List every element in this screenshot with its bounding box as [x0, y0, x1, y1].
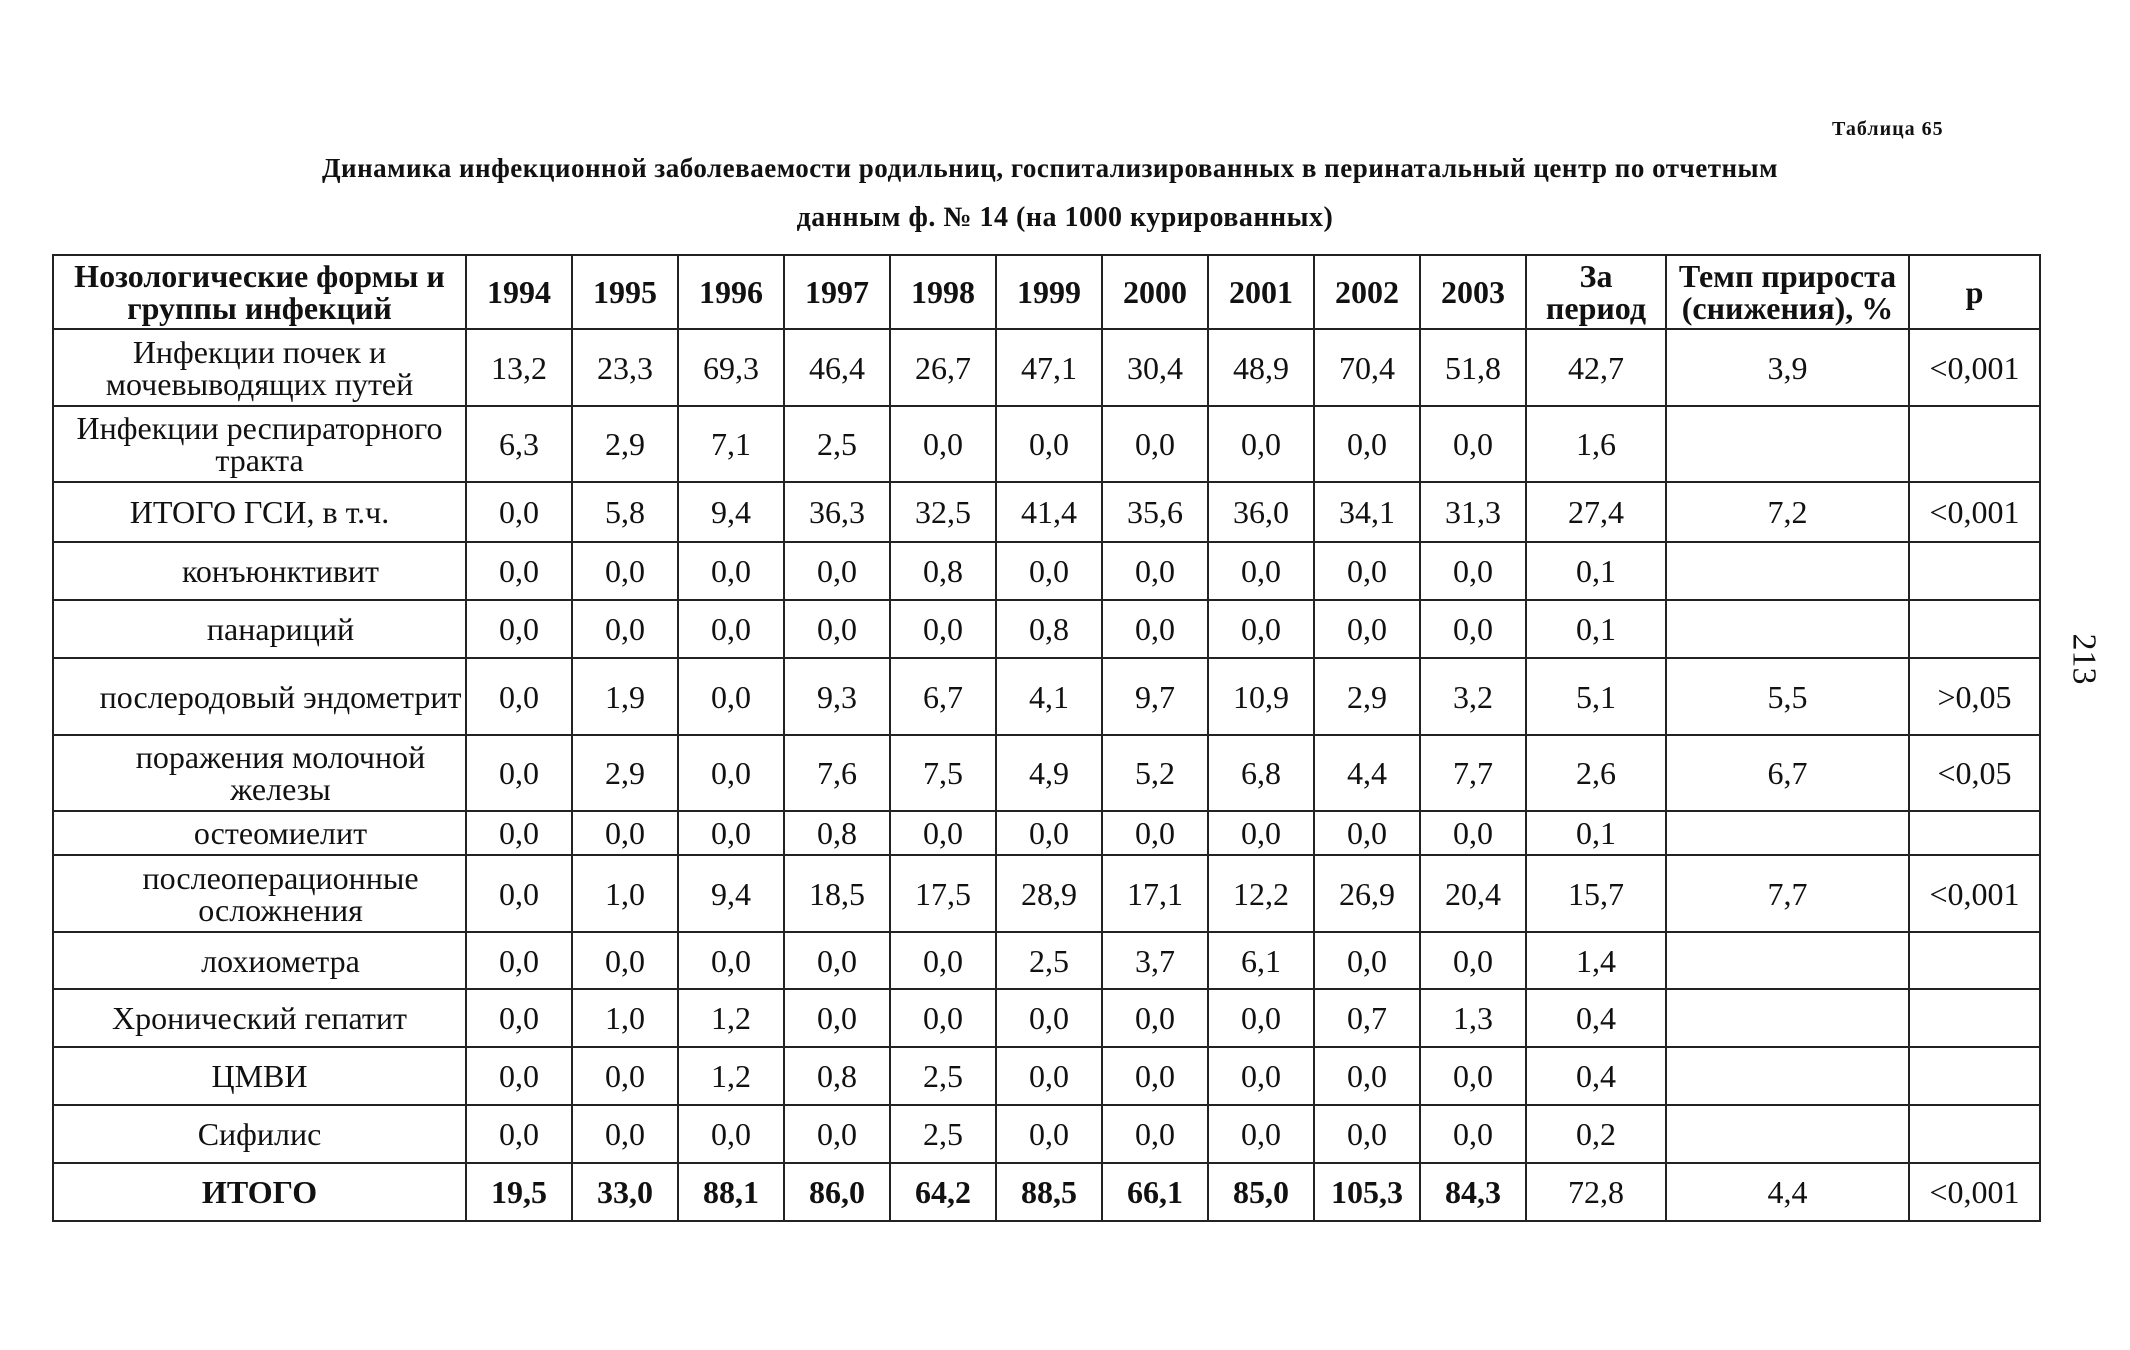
- year-value: 0,0: [1420, 1047, 1526, 1105]
- period-value: 42,7: [1526, 329, 1666, 406]
- period-value: 0,1: [1526, 811, 1666, 855]
- table-row: [53, 932, 2040, 989]
- year-value: 88,1: [678, 1163, 784, 1221]
- year-value: 70,4: [1314, 329, 1420, 406]
- year-value: 0,0: [572, 1105, 678, 1163]
- year-value: 31,3: [1420, 482, 1526, 542]
- year-value: 0,0: [466, 1105, 572, 1163]
- year-value: 23,3: [572, 329, 678, 406]
- year-value: 0,0: [572, 1047, 678, 1105]
- row-name: поражения молочной железы: [53, 735, 466, 811]
- growth-value: 7,2: [1666, 482, 1909, 542]
- p-value: <0,001: [1909, 482, 2040, 542]
- year-value: 7,7: [1420, 735, 1526, 811]
- year-value: 51,8: [1420, 329, 1526, 406]
- year-value: 0,0: [1208, 1105, 1314, 1163]
- growth-value: [1666, 406, 1909, 482]
- year-value: 9,3: [784, 658, 890, 735]
- period-value: 5,1: [1526, 658, 1666, 735]
- year-value: 36,0: [1208, 482, 1314, 542]
- row-name: послеоперационные осложнения: [53, 855, 466, 932]
- year-value: 0,0: [1314, 1105, 1420, 1163]
- p-value: <0,001: [1909, 855, 2040, 932]
- year-value: 1,2: [678, 1047, 784, 1105]
- year-value: 0,0: [1102, 1047, 1208, 1105]
- year-value: 66,1: [1102, 1163, 1208, 1221]
- year-value: 0,0: [678, 600, 784, 658]
- year-value: 0,0: [1102, 989, 1208, 1047]
- year-value: 0,0: [996, 542, 1102, 600]
- growth-value: [1666, 542, 1909, 600]
- year-value: 0,0: [1102, 406, 1208, 482]
- year-value: 10,9: [1208, 658, 1314, 735]
- header-year: 1996: [678, 255, 784, 329]
- header-year: 1998: [890, 255, 996, 329]
- year-value: 0,8: [784, 811, 890, 855]
- year-value: 19,5: [466, 1163, 572, 1221]
- year-value: 0,0: [996, 989, 1102, 1047]
- year-value: 0,0: [466, 542, 572, 600]
- period-value: 27,4: [1526, 482, 1666, 542]
- year-value: 5,8: [572, 482, 678, 542]
- year-value: 0,0: [1102, 1105, 1208, 1163]
- period-value: 0,4: [1526, 1047, 1666, 1105]
- row-name: послеродовый эндометрит: [53, 658, 466, 735]
- year-value: 0,0: [1208, 600, 1314, 658]
- year-value: 0,8: [996, 600, 1102, 658]
- year-value: 13,2: [466, 329, 572, 406]
- year-value: 0,0: [466, 658, 572, 735]
- year-value: 0,0: [466, 1047, 572, 1105]
- year-value: 7,6: [784, 735, 890, 811]
- year-value: 0,0: [466, 989, 572, 1047]
- growth-value: 7,7: [1666, 855, 1909, 932]
- p-value: <0,001: [1909, 329, 2040, 406]
- year-value: 0,0: [996, 1105, 1102, 1163]
- year-value: 86,0: [784, 1163, 890, 1221]
- year-value: 18,5: [784, 855, 890, 932]
- year-value: 3,7: [1102, 932, 1208, 989]
- year-value: 0,0: [1420, 600, 1526, 658]
- header-year: 1999: [996, 255, 1102, 329]
- table-row: [53, 1105, 2040, 1163]
- year-value: 0,0: [466, 811, 572, 855]
- year-value: 5,2: [1102, 735, 1208, 811]
- year-value: 1,0: [572, 855, 678, 932]
- period-value: 1,4: [1526, 932, 1666, 989]
- year-value: 69,3: [678, 329, 784, 406]
- table-row: [53, 989, 2040, 1047]
- year-value: 0,0: [1102, 542, 1208, 600]
- table-row: [53, 1047, 2040, 1105]
- year-value: 9,4: [678, 482, 784, 542]
- year-value: 33,0: [572, 1163, 678, 1221]
- year-value: 0,0: [1208, 542, 1314, 600]
- year-value: 0,0: [890, 932, 996, 989]
- p-value: [1909, 1105, 2040, 1163]
- year-value: 0,0: [1208, 811, 1314, 855]
- row-name: Инфекции почек и мочевыводящих путей: [53, 329, 466, 406]
- year-value: 46,4: [784, 329, 890, 406]
- year-value: 0,8: [890, 542, 996, 600]
- table-row: [53, 1163, 2040, 1221]
- year-value: 0,0: [996, 1047, 1102, 1105]
- p-value: [1909, 1047, 2040, 1105]
- year-value: 105,3: [1314, 1163, 1420, 1221]
- header-year: 2001: [1208, 255, 1314, 329]
- year-value: 2,5: [890, 1047, 996, 1105]
- year-value: 0,0: [678, 658, 784, 735]
- year-value: 64,2: [890, 1163, 996, 1221]
- year-value: 0,0: [1314, 1047, 1420, 1105]
- year-value: 0,0: [678, 811, 784, 855]
- header-year: 1994: [466, 255, 572, 329]
- header-period: За период: [1526, 255, 1666, 329]
- year-value: 0,0: [996, 811, 1102, 855]
- header-growth: Темп прироста (снижения), %: [1666, 255, 1909, 329]
- period-value: 0,1: [1526, 542, 1666, 600]
- year-value: 0,0: [466, 855, 572, 932]
- year-value: 17,5: [890, 855, 996, 932]
- header-year: 2003: [1420, 255, 1526, 329]
- year-value: 1,3: [1420, 989, 1526, 1047]
- year-value: 2,9: [572, 406, 678, 482]
- year-value: 1,2: [678, 989, 784, 1047]
- year-value: 1,0: [572, 989, 678, 1047]
- year-value: 48,9: [1208, 329, 1314, 406]
- row-name: Хронический гепатит: [53, 989, 466, 1047]
- row-name: Инфекции респираторного тракта: [53, 406, 466, 482]
- header-year: 2002: [1314, 255, 1420, 329]
- header-p: р: [1909, 255, 2040, 329]
- year-value: 4,9: [996, 735, 1102, 811]
- incidence-table: [52, 254, 2041, 1222]
- year-value: 2,5: [996, 932, 1102, 989]
- year-value: 2,9: [1314, 658, 1420, 735]
- year-value: 0,0: [572, 600, 678, 658]
- year-value: 0,0: [1314, 406, 1420, 482]
- year-value: 7,5: [890, 735, 996, 811]
- p-value: [1909, 542, 2040, 600]
- year-value: 85,0: [1208, 1163, 1314, 1221]
- year-value: 84,3: [1420, 1163, 1526, 1221]
- year-value: 0,0: [678, 1105, 784, 1163]
- year-value: 0,0: [890, 600, 996, 658]
- growth-value: [1666, 989, 1909, 1047]
- table-row: [53, 855, 2040, 932]
- year-value: 0,0: [678, 932, 784, 989]
- year-value: 0,7: [1314, 989, 1420, 1047]
- year-value: 20,4: [1420, 855, 1526, 932]
- year-value: 7,1: [678, 406, 784, 482]
- year-value: 35,6: [1102, 482, 1208, 542]
- year-value: 0,0: [1314, 542, 1420, 600]
- table-row: [53, 600, 2040, 658]
- period-value: 15,7: [1526, 855, 1666, 932]
- year-value: 41,4: [996, 482, 1102, 542]
- table-title-line2: данным ф. № 14 (на 1000 курированных): [796, 202, 1334, 233]
- p-value: [1909, 406, 2040, 482]
- row-name: лохиометра: [53, 932, 466, 989]
- table-row: [53, 329, 2040, 406]
- period-value: 0,1: [1526, 600, 1666, 658]
- year-value: 0,0: [1208, 406, 1314, 482]
- table-row: [53, 811, 2040, 855]
- year-value: 0,0: [678, 735, 784, 811]
- year-value: 0,0: [784, 989, 890, 1047]
- table-title-line1: Динамика инфекционной заболеваемости родильниц, госпитализированных в перинатальный центр по отчетным: [321, 153, 1779, 183]
- year-value: 9,7: [1102, 658, 1208, 735]
- year-value: 0,0: [890, 406, 996, 482]
- year-value: 0,0: [1208, 1047, 1314, 1105]
- year-value: 0,0: [466, 482, 572, 542]
- header-name: Нозологические формы и группы инфекций: [53, 255, 466, 329]
- growth-value: 6,7: [1666, 735, 1909, 811]
- year-value: 4,1: [996, 658, 1102, 735]
- growth-value: [1666, 600, 1909, 658]
- p-value: <0,05: [1909, 735, 2040, 811]
- year-value: 6,7: [890, 658, 996, 735]
- p-value: <0,001: [1909, 1163, 2040, 1221]
- year-value: 0,0: [890, 811, 996, 855]
- year-value: 32,5: [890, 482, 996, 542]
- period-value: 72,8: [1526, 1163, 1666, 1221]
- year-value: 36,3: [784, 482, 890, 542]
- year-value: 0,0: [784, 932, 890, 989]
- year-value: 0,0: [1208, 989, 1314, 1047]
- table-row: [53, 542, 2040, 600]
- year-value: 26,7: [890, 329, 996, 406]
- growth-value: [1666, 811, 1909, 855]
- year-value: 28,9: [996, 855, 1102, 932]
- header-year: 1997: [784, 255, 890, 329]
- year-value: 0,0: [1314, 811, 1420, 855]
- year-value: 0,0: [572, 542, 678, 600]
- year-value: 6,8: [1208, 735, 1314, 811]
- year-value: 6,1: [1208, 932, 1314, 989]
- row-name: Сифилис: [53, 1105, 466, 1163]
- p-value: >0,05: [1909, 658, 2040, 735]
- row-name: ИТОГО: [53, 1163, 466, 1221]
- table-row: [53, 406, 2040, 482]
- year-value: 0,0: [784, 1105, 890, 1163]
- p-value: [1909, 811, 2040, 855]
- year-value: 1,9: [572, 658, 678, 735]
- row-name: конъюнктивит: [53, 542, 466, 600]
- growth-value: [1666, 1105, 1909, 1163]
- period-value: 0,4: [1526, 989, 1666, 1047]
- table-row: [53, 482, 2040, 542]
- table-number: Таблица 65: [1832, 118, 1944, 140]
- p-value: [1909, 600, 2040, 658]
- table-row: [53, 658, 2040, 735]
- year-value: 0,0: [466, 932, 572, 989]
- header-row: [53, 255, 2040, 329]
- year-value: 0,0: [1420, 542, 1526, 600]
- page-number: 213: [2065, 633, 2103, 685]
- year-value: 0,0: [890, 989, 996, 1047]
- year-value: 30,4: [1102, 329, 1208, 406]
- year-value: 4,4: [1314, 735, 1420, 811]
- row-name: остеомиелит: [53, 811, 466, 855]
- p-value: [1909, 932, 2040, 989]
- growth-value: 3,9: [1666, 329, 1909, 406]
- year-value: 9,4: [678, 855, 784, 932]
- header-year: 2000: [1102, 255, 1208, 329]
- growth-value: 4,4: [1666, 1163, 1909, 1221]
- year-value: 0,0: [1420, 932, 1526, 989]
- table-body: [53, 329, 2040, 1221]
- period-value: 1,6: [1526, 406, 1666, 482]
- period-value: 2,6: [1526, 735, 1666, 811]
- year-value: 0,0: [1420, 1105, 1526, 1163]
- year-value: 0,0: [784, 600, 890, 658]
- year-value: 2,5: [890, 1105, 996, 1163]
- year-value: 12,2: [1208, 855, 1314, 932]
- period-value: 0,2: [1526, 1105, 1666, 1163]
- year-value: 0,8: [784, 1047, 890, 1105]
- row-name: ИТОГО ГСИ, в т.ч.: [53, 482, 466, 542]
- table-row: [53, 735, 2040, 811]
- year-value: 0,0: [1314, 600, 1420, 658]
- year-value: 47,1: [996, 329, 1102, 406]
- row-name: панариций: [53, 600, 466, 658]
- year-value: 0,0: [1102, 811, 1208, 855]
- year-value: 34,1: [1314, 482, 1420, 542]
- growth-value: [1666, 1047, 1909, 1105]
- p-value: [1909, 989, 2040, 1047]
- year-value: 88,5: [996, 1163, 1102, 1221]
- year-value: 0,0: [1314, 932, 1420, 989]
- growth-value: 5,5: [1666, 658, 1909, 735]
- year-value: 6,3: [466, 406, 572, 482]
- growth-value: [1666, 932, 1909, 989]
- year-value: 0,0: [678, 542, 784, 600]
- year-value: 2,9: [572, 735, 678, 811]
- row-name: ЦМВИ: [53, 1047, 466, 1105]
- year-value: 3,2: [1420, 658, 1526, 735]
- year-value: 0,0: [466, 735, 572, 811]
- year-value: 0,0: [466, 600, 572, 658]
- header-year: 1995: [572, 255, 678, 329]
- year-value: 0,0: [784, 542, 890, 600]
- year-value: 26,9: [1314, 855, 1420, 932]
- year-value: 0,0: [1420, 811, 1526, 855]
- year-value: 2,5: [784, 406, 890, 482]
- year-value: 0,0: [1102, 600, 1208, 658]
- year-value: 0,0: [572, 811, 678, 855]
- year-value: 0,0: [572, 932, 678, 989]
- year-value: 0,0: [996, 406, 1102, 482]
- year-value: 17,1: [1102, 855, 1208, 932]
- year-value: 0,0: [1420, 406, 1526, 482]
